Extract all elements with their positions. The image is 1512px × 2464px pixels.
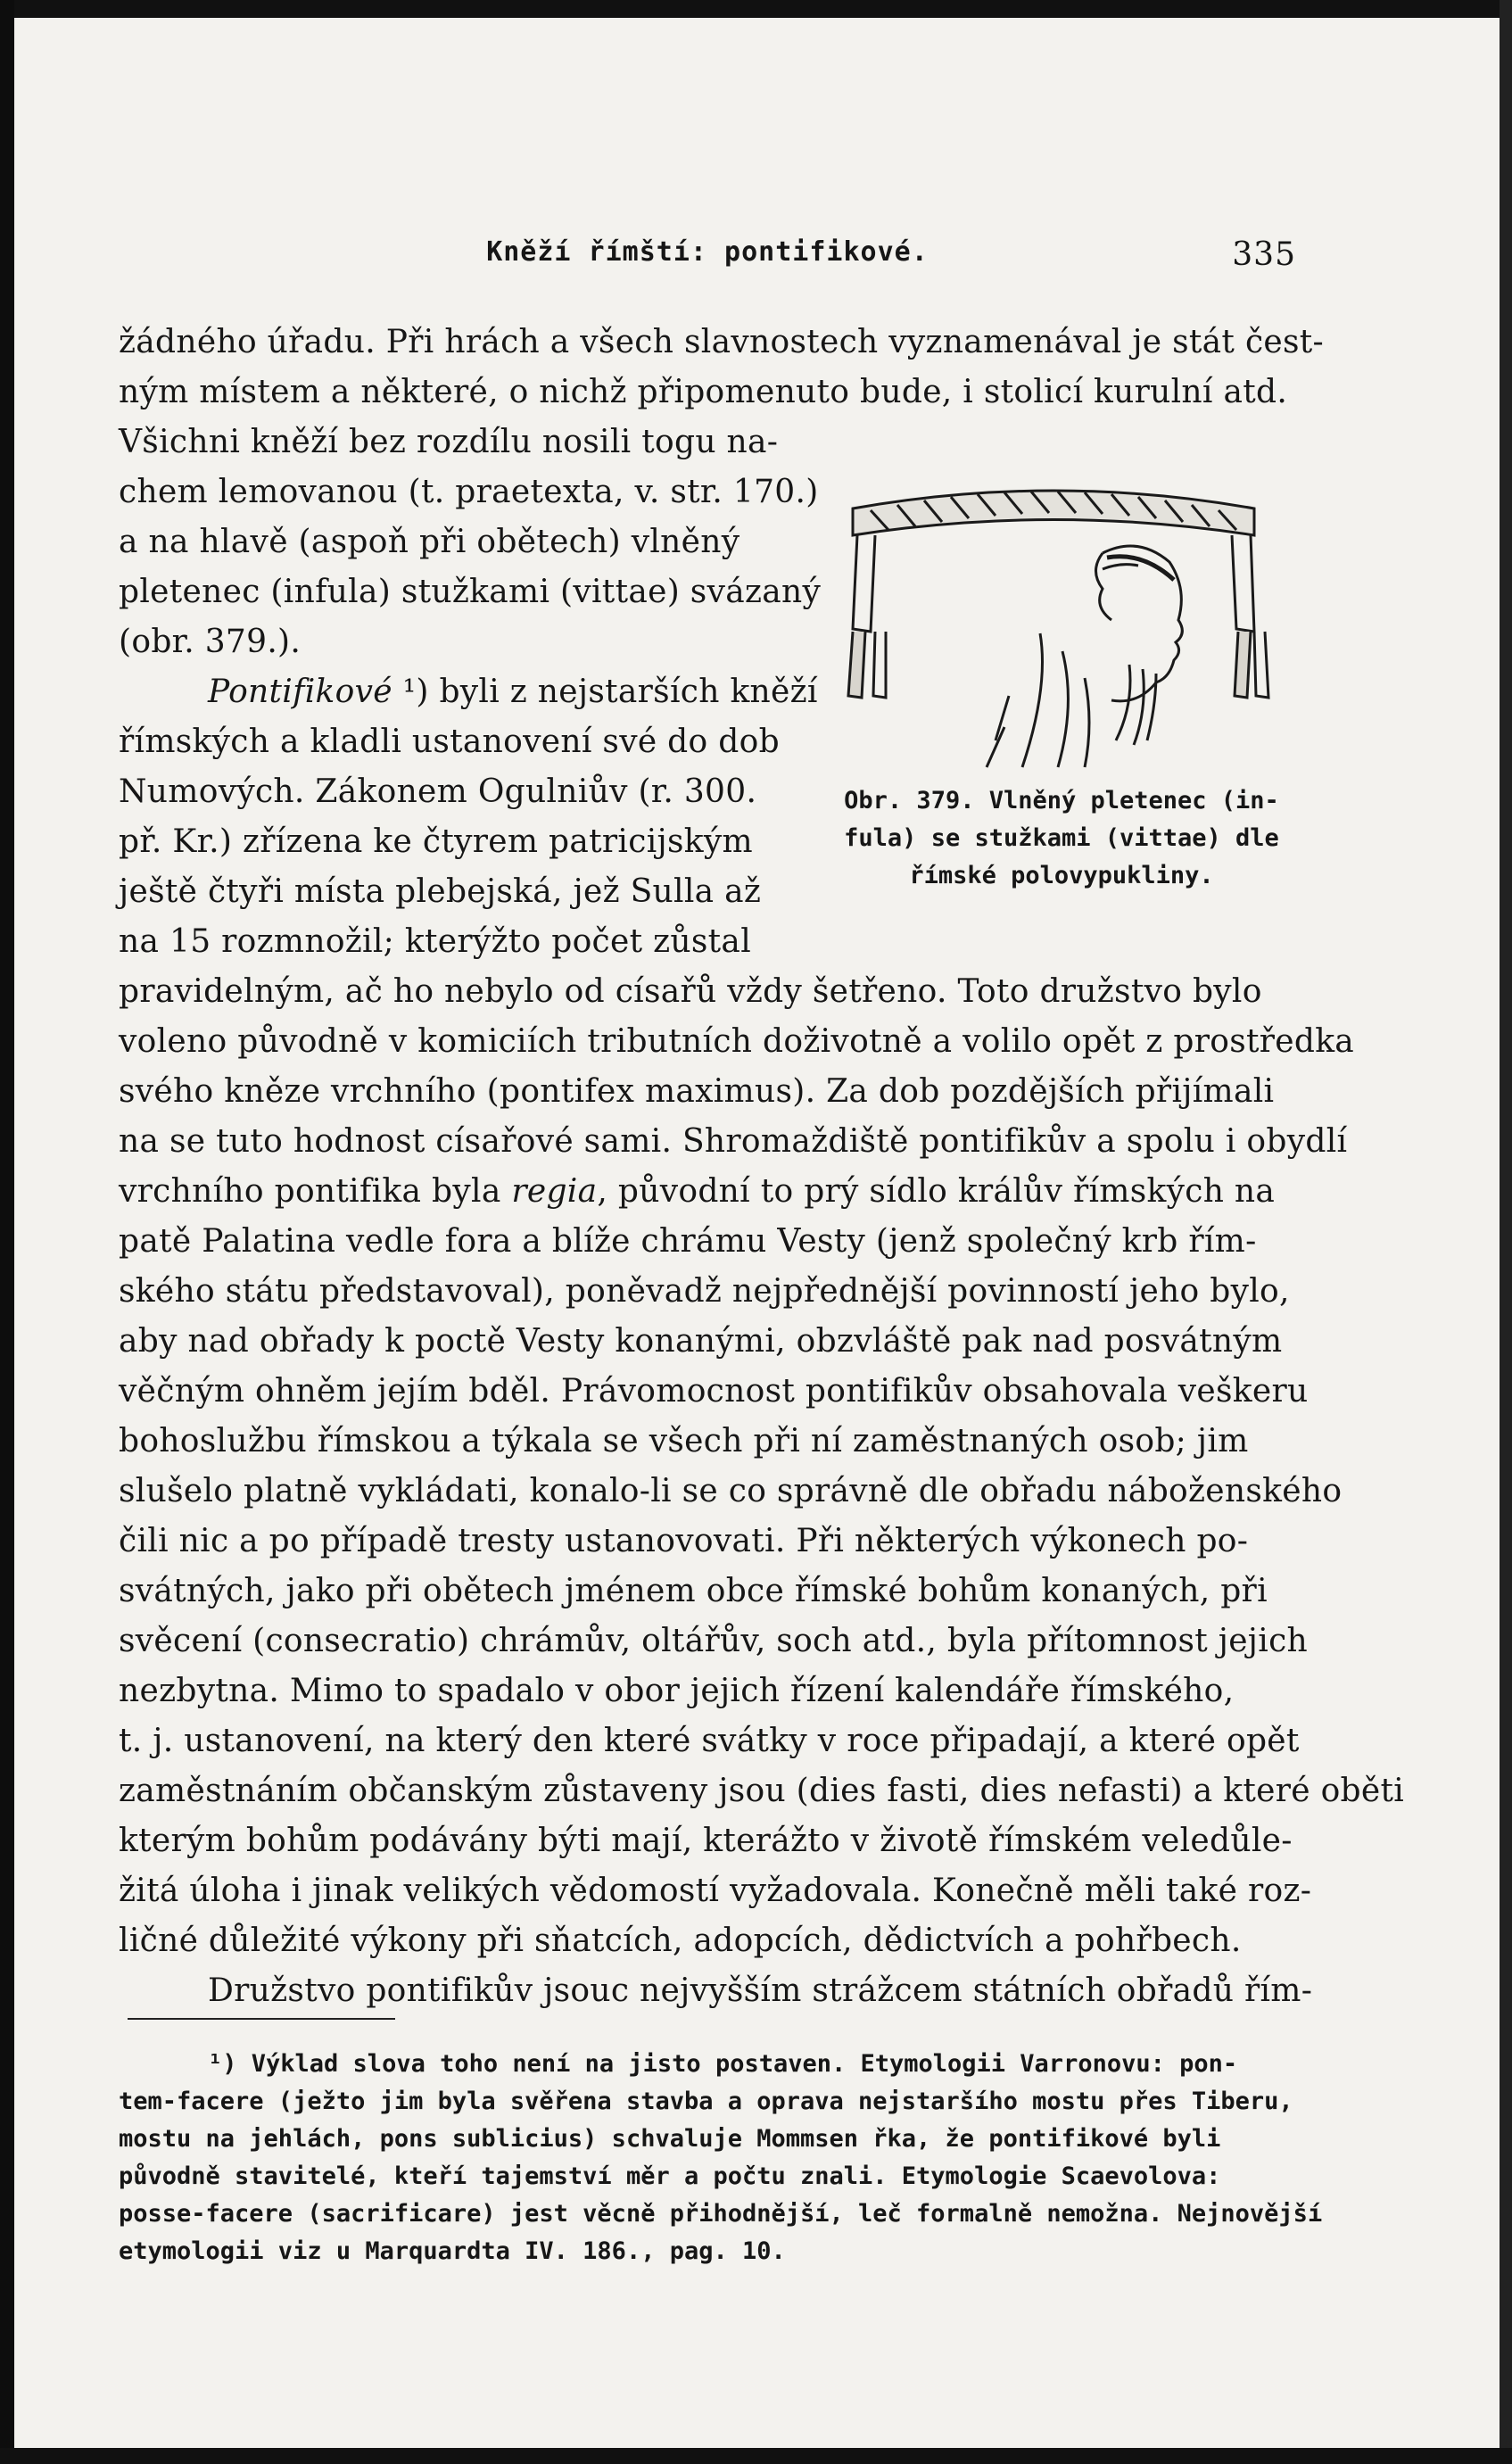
body-line-6: pletenec (infula) stužkami (vittae) svázaný <box>119 574 822 610</box>
body-line-22: věčným ohněm jejím bděl. Právomocnost pontifikův obsahovala veškeru <box>119 1373 1309 1410</box>
figure-caption-line-3: římské polovypukliny. <box>909 862 1214 889</box>
footnote-line-2: tem-facere (ježto jim byla svěřena stavba a oprava nejstaršího mostu přes Tiberu, <box>119 2088 1293 2115</box>
footnote-separator <box>128 2018 395 2020</box>
scan-border-right <box>1500 0 1512 2464</box>
body-line-2: ným místem a některé, o nichž připomenuto bude, i stolicí kurulní atd. <box>119 374 1288 410</box>
body-line-15: voleno původně v komiciích tributních doživotně a volilo opět z prostředka <box>119 1023 1355 1060</box>
body-line-3: Všichni kněží bez rozdílu nosili togu na- <box>119 424 779 460</box>
body-line-30: zaměstnáním občanským zůstaveny jsou (dies fasti, dies nefasti) a které oběti <box>119 1773 1405 1809</box>
body-line-9: římských a kladli ustanovení své do dob <box>119 723 780 760</box>
scan-border-top <box>0 0 1512 18</box>
body-line-18-pre: vrchního pontifika byla <box>119 1173 512 1210</box>
body-line-23: bohoslužbu římskou a týkala se všech při ní zaměstnaných osob; jim <box>119 1423 1249 1459</box>
figure-caption-line-1: Obr. 379. Vlněný pletenec (in- <box>844 787 1279 814</box>
scan-border-left <box>0 0 14 2464</box>
body-line-10: Numových. Zákonem Ogulniův (r. 300. <box>119 773 757 810</box>
body-line-21: aby nad obřady k poctě Vesty konanými, obzvláště pak nad posvátným <box>119 1323 1283 1360</box>
regia-italic: regia <box>511 1173 598 1210</box>
body-line-26: svátných, jako při obětech jménem obce římské bohům konaných, při <box>119 1573 1268 1609</box>
body-line-7: (obr. 379.). <box>119 624 302 660</box>
body-line-33: ličné důležité výkony při sňatcích, adopcích, dědictvích a pohřbech. <box>119 1922 1242 1959</box>
body-line-18-post: , původní to prý sídlo králův římských na <box>597 1173 1276 1210</box>
body-line-29: t. j. ustanovení, na který den které svátky v roce připadají, a které opět <box>119 1723 1300 1759</box>
body-line-27: svěcení (consecratio) chrámův, oltářův, soch atd., byla přítomnost jejich <box>119 1623 1309 1659</box>
infula-relief-illustration <box>835 473 1272 776</box>
body-line-31: kterým bohům podávány býti mají, kterážto v životě římském veledůle- <box>119 1823 1293 1859</box>
figure-caption-line-2: fula) se stužkami (vittae) dle <box>844 824 1279 852</box>
body-line-8-rest: ¹) byli z nejstarších kněží <box>392 674 818 710</box>
body-line-17: na se tuto hodnost císařové sami. Shromaždiště pontifikův a spolu i obydlí <box>119 1123 1348 1160</box>
body-line-8 <box>119 671 818 714</box>
footnote-line-1: ¹) Výklad slova toho není na jisto postaven. Etymologii Varronovu: pon- <box>208 2050 1238 2078</box>
body-line-14: pravidelným, ač ho nebylo od císařů vždy šetřeno. Toto družstvo bylo <box>119 973 1262 1010</box>
body-line-4: chem lemovanou (t. praetexta, v. str. 170.) <box>119 474 819 510</box>
page-number: 335 <box>1232 236 1296 273</box>
body-line-13: na 15 rozmnožil; kterýžto počet zůstal <box>119 923 752 960</box>
footnote-line-6: etymologii viz u Marquardta IV. 186., pag. 10. <box>119 2237 786 2265</box>
running-title: Kněží římští: pontifikové. <box>486 236 929 268</box>
pontifikove-italic: Pontifikové <box>208 674 392 710</box>
body-line-20: ského státu představoval), poněvadž nejpřednější povinností jeho bylo, <box>119 1273 1290 1310</box>
footnote-line-5: posse-facere (sacrificare) jest věcně přihodnější, leč formalně nemožna. Nejnovější <box>119 2200 1323 2228</box>
body-line-34: Družstvo pontifikův jsouc nejvyšším strážcem státních obřadů řím- <box>208 1972 1313 2009</box>
page-header <box>119 236 1296 281</box>
body-line-28: nezbytna. Mimo to spadalo v obor jejich řízení kalendáře římského, <box>119 1673 1235 1709</box>
scan-border-bottom <box>0 2448 1512 2464</box>
body-line-12: ještě čtyři místa plebejská, jež Sulla až <box>119 873 762 910</box>
footnote-line-4: původně stavitelé, kteří tajemství měr a počtu znali. Etymologie Scaevolova: <box>119 2162 1221 2190</box>
body-line-25: čili nic a po případě tresty ustanovovati. Při některých výkonech po- <box>119 1523 1249 1559</box>
body-line-24: slušelo platně vykládati, konalo-li se co správně dle obřadu náboženského <box>119 1473 1343 1509</box>
body-line-5: a na hlavě (aspoň při obětech) vlněný <box>119 524 740 560</box>
body-line-32: žitá úloha i jinak velikých vědomostí vyžadovala. Konečně měli také roz- <box>119 1873 1312 1909</box>
body-line-11: př. Kr.) zřízena ke čtyrem patricijským <box>119 823 753 860</box>
body-line-1: žádného úřadu. Při hrách a všech slavnostech vyznamenával je stát čest- <box>119 324 1325 360</box>
footnote-line-3: mostu na jehlách, pons sublicius) schvaluje Mommsen řka, že pontifikové byli <box>119 2125 1221 2153</box>
body-line-16: svého kněze vrchního (pontifex maximus). Za dob pozdějších přijímali <box>119 1073 1275 1110</box>
body-line-19: patě Palatina vedle fora a blíže chrámu Vesty (jenž společný krb řím- <box>119 1223 1257 1260</box>
body-line-18 <box>119 1170 1298 1213</box>
